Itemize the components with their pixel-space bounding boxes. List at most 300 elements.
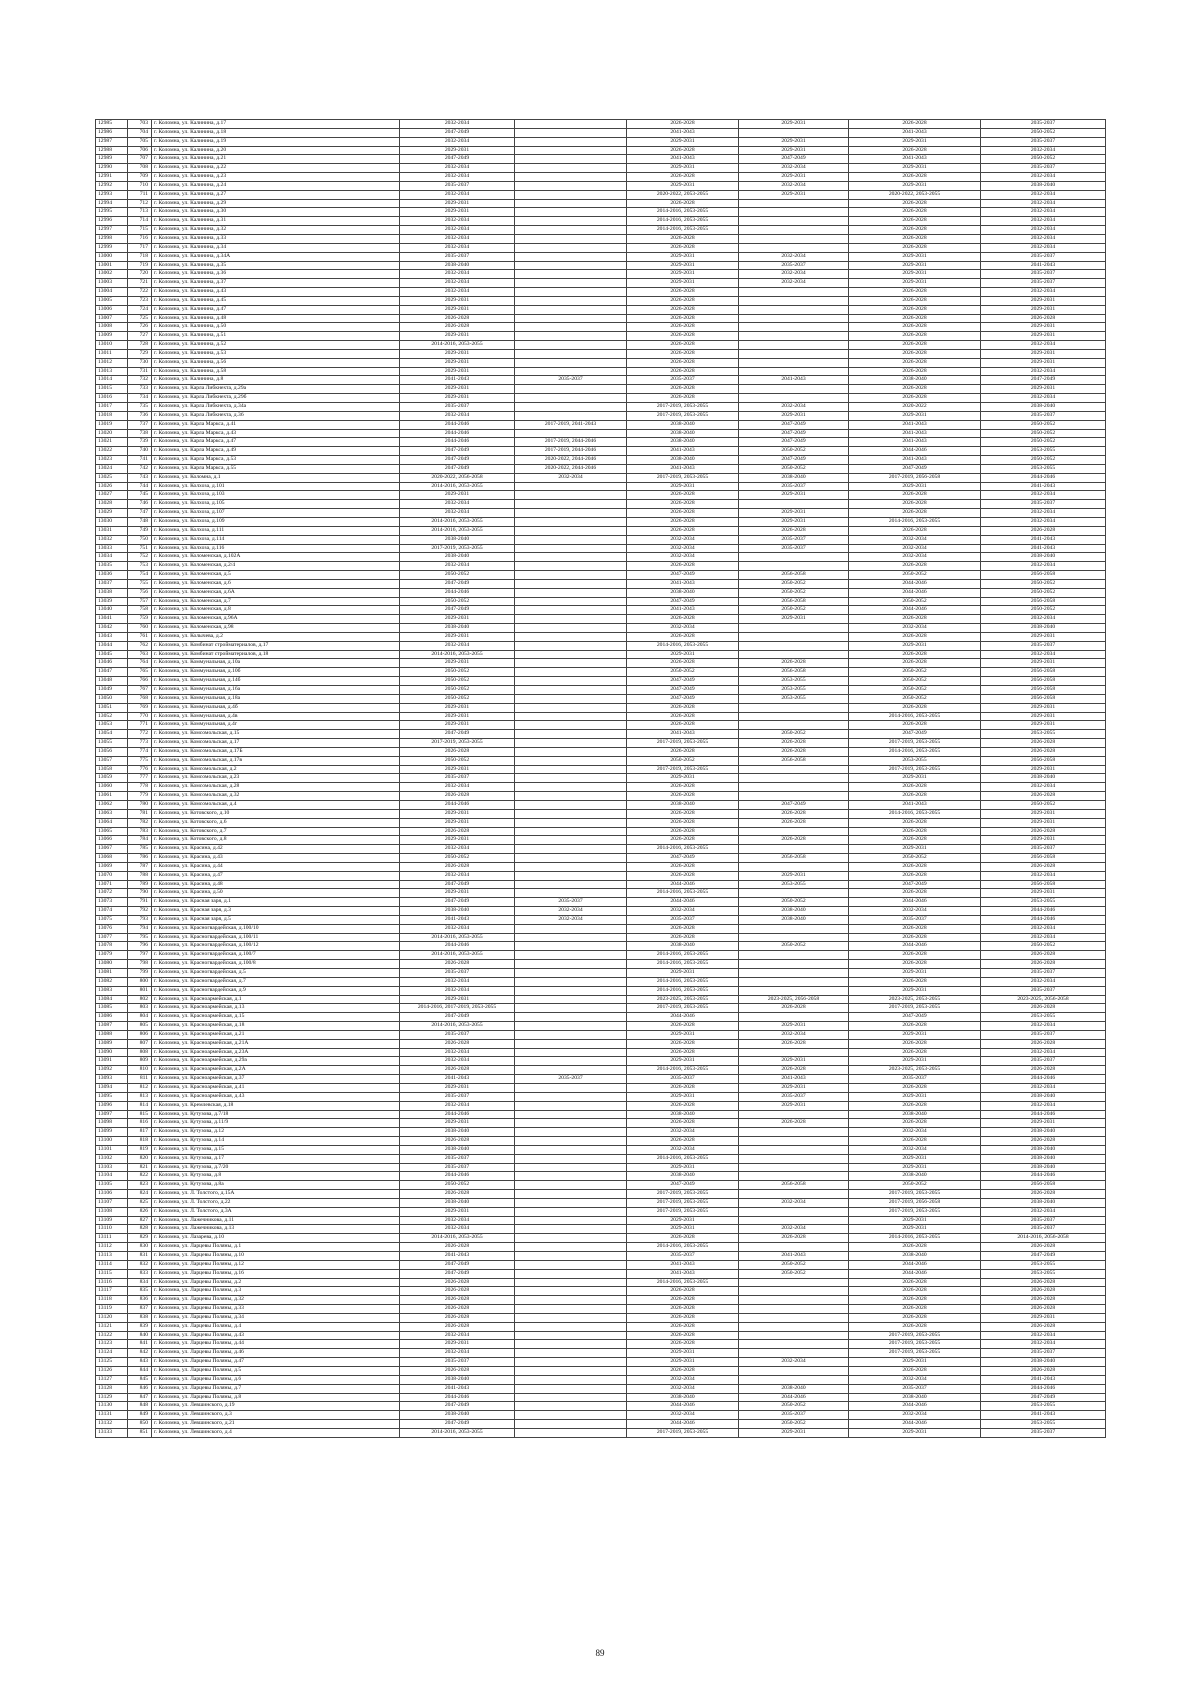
period-2-cell: 2032-2034 bbox=[515, 907, 627, 916]
period-5-cell: 2050-2052 bbox=[849, 597, 981, 606]
period-6-cell: 2032-2034 bbox=[981, 977, 1106, 986]
period-4-cell: 2032-2034 bbox=[739, 181, 849, 190]
period-2-cell bbox=[515, 756, 627, 765]
period-5-cell: 2017-2019, 2056-2058 bbox=[849, 1198, 981, 1207]
address-cell: г. Коломна, ул. Кремлевская, д.18 bbox=[152, 1101, 400, 1110]
row-number-cell: 735 bbox=[128, 403, 152, 412]
period-4-cell bbox=[739, 1048, 849, 1057]
address-cell: г. Коломна, ул. Красноармейская, д.15 bbox=[152, 1013, 400, 1022]
table-row bbox=[96, 792, 1106, 801]
period-2-cell bbox=[515, 1296, 627, 1305]
period-2-cell: 2032-2034 bbox=[515, 915, 627, 924]
period-5-cell: 2035-2037 bbox=[849, 1384, 981, 1393]
period-6-cell: 2044-2046 bbox=[981, 1172, 1106, 1181]
table-row bbox=[96, 1313, 1106, 1322]
period-1-cell: 2032-2034 bbox=[400, 411, 515, 420]
period-6-cell: 2035-2037 bbox=[981, 1428, 1106, 1437]
period-6-cell: 2029-2031 bbox=[981, 889, 1106, 898]
row-id-cell: 13028 bbox=[96, 500, 128, 509]
address-cell: г. Коломна, ул. Карла Либкнехта, д.34а bbox=[152, 403, 400, 412]
row-id-cell: 13093 bbox=[96, 1075, 128, 1084]
period-2-cell bbox=[515, 1322, 627, 1331]
period-6-cell: 2050-2052 bbox=[981, 128, 1106, 137]
period-3-cell: 2029-2031 bbox=[627, 482, 739, 491]
period-3-cell: 2026-2028 bbox=[627, 1322, 739, 1331]
address-cell: г. Коломна, ул. Калинина, д.47 bbox=[152, 305, 400, 314]
period-4-cell: 2056-2058 bbox=[739, 571, 849, 580]
period-1-cell: 2035-2037 bbox=[400, 1092, 515, 1101]
period-5-cell: 2026-2028 bbox=[849, 924, 981, 933]
row-id-cell: 13076 bbox=[96, 924, 128, 933]
period-3-cell: 2017-2019, 2053-2055 bbox=[627, 739, 739, 748]
period-3-cell: 2035-2037 bbox=[627, 376, 739, 385]
period-5-cell: 2029-2031 bbox=[849, 252, 981, 261]
table-row bbox=[96, 296, 1106, 305]
address-cell: г. Коломна, ул. Комсомольская, д.2 bbox=[152, 765, 400, 774]
page-number: 89 bbox=[595, 1648, 605, 1658]
row-id-cell: 13023 bbox=[96, 456, 128, 465]
period-1-cell: 2035-2037 bbox=[400, 1030, 515, 1039]
period-6-cell: 2029-2031 bbox=[981, 809, 1106, 818]
table-row bbox=[96, 500, 1106, 509]
period-3-cell: 2038-2040 bbox=[627, 942, 739, 951]
period-1-cell: 2029-2031 bbox=[400, 367, 515, 376]
period-5-cell: 2026-2028 bbox=[849, 305, 981, 314]
row-number-cell: 767 bbox=[128, 686, 152, 695]
address-cell: г. Коломна, ул. Л. Толстого, д.15А bbox=[152, 1190, 400, 1199]
period-6-cell: 2029-2031 bbox=[981, 632, 1106, 641]
row-number-cell: 742 bbox=[128, 464, 152, 473]
period-2-cell bbox=[515, 217, 627, 226]
period-4-cell: 2032-2034 bbox=[739, 1030, 849, 1039]
row-id-cell: 12985 bbox=[96, 120, 128, 129]
period-3-cell: 2026-2028 bbox=[627, 632, 739, 641]
period-6-cell: 2029-2031 bbox=[981, 712, 1106, 721]
row-number-cell: 717 bbox=[128, 243, 152, 252]
period-2-cell bbox=[515, 1269, 627, 1278]
period-5-cell: 2032-2034 bbox=[849, 624, 981, 633]
period-6-cell: 2038-2040 bbox=[981, 1154, 1106, 1163]
period-3-cell: 2041-2043 bbox=[627, 447, 739, 456]
row-number-cell: 823 bbox=[128, 1181, 152, 1190]
period-5-cell: 2029-2031 bbox=[849, 482, 981, 491]
row-id-cell: 13007 bbox=[96, 314, 128, 323]
table-row bbox=[96, 1358, 1106, 1367]
period-2-cell bbox=[515, 1375, 627, 1384]
period-2-cell bbox=[515, 977, 627, 986]
period-2-cell bbox=[515, 641, 627, 650]
period-1-cell: 2026-2028 bbox=[400, 1322, 515, 1331]
address-cell: г. Коломна, ул. Комсомольская, д.23 bbox=[152, 774, 400, 783]
period-3-cell: 2026-2028 bbox=[627, 323, 739, 332]
period-6-cell: 2032-2034 bbox=[981, 173, 1106, 182]
table-row bbox=[96, 1375, 1106, 1384]
row-number-cell: 833 bbox=[128, 1269, 152, 1278]
period-6-cell: 2032-2034 bbox=[981, 562, 1106, 571]
period-1-cell: 2044-2046 bbox=[400, 429, 515, 438]
period-5-cell: 2047-2049 bbox=[849, 1013, 981, 1022]
period-2-cell bbox=[515, 1190, 627, 1199]
period-3-cell: 2026-2028 bbox=[627, 703, 739, 712]
period-2-cell bbox=[515, 1349, 627, 1358]
period-6-cell: 2035-2037 bbox=[981, 120, 1106, 129]
address-cell: г. Коломна, ул. Комбинат стройматериалов, д.18 bbox=[152, 650, 400, 659]
period-6-cell: 2035-2037 bbox=[981, 137, 1106, 146]
period-4-cell: 2026-2028 bbox=[739, 809, 849, 818]
period-5-cell: 2026-2028 bbox=[849, 526, 981, 535]
row-number-cell: 779 bbox=[128, 792, 152, 801]
period-4-cell: 2056-2058 bbox=[739, 597, 849, 606]
period-3-cell: 2038-2040 bbox=[627, 800, 739, 809]
period-1-cell: 2026-2028 bbox=[400, 1278, 515, 1287]
address-cell: г. Коломна, ул. Л. Толстого, д.3А bbox=[152, 1207, 400, 1216]
table-row bbox=[96, 544, 1106, 553]
address-cell: г. Коломна, ул. Карла Маркса, д.55 bbox=[152, 464, 400, 473]
period-2-cell bbox=[515, 1057, 627, 1066]
address-cell: г. Коломна, ул. Колхоза, д.105 bbox=[152, 500, 400, 509]
period-5-cell: 2026-2028 bbox=[849, 827, 981, 836]
table-row bbox=[96, 845, 1106, 854]
period-2-cell bbox=[515, 1243, 627, 1252]
period-4-cell bbox=[739, 845, 849, 854]
period-4-cell bbox=[739, 783, 849, 792]
address-cell: г. Коломна, ул. Котовского, д.7 bbox=[152, 827, 400, 836]
period-5-cell: 2026-2028 bbox=[849, 173, 981, 182]
period-3-cell: 2032-2034 bbox=[627, 1128, 739, 1137]
table-row bbox=[96, 712, 1106, 721]
row-number-cell: 839 bbox=[128, 1322, 152, 1331]
period-5-cell: 2023-2025, 2053-2055 bbox=[849, 995, 981, 1004]
address-cell: г. Коломна, ул. Колхоза, д.114 bbox=[152, 535, 400, 544]
period-1-cell: 2026-2028 bbox=[400, 862, 515, 871]
row-id-cell: 12996 bbox=[96, 217, 128, 226]
row-number-cell: 738 bbox=[128, 429, 152, 438]
period-6-cell: 2026-2028 bbox=[981, 1305, 1106, 1314]
period-3-cell: 2014-2016, 2053-2055 bbox=[627, 986, 739, 995]
row-number-cell: 792 bbox=[128, 907, 152, 916]
address-cell: г. Коломна, ул. Левшинского, д.3 bbox=[152, 1411, 400, 1420]
period-4-cell bbox=[739, 765, 849, 774]
row-id-cell: 13020 bbox=[96, 429, 128, 438]
period-5-cell: 2026-2028 bbox=[849, 632, 981, 641]
period-6-cell: 2026-2028 bbox=[981, 314, 1106, 323]
address-cell: г. Коломна, ул. Калинина, д.43 bbox=[152, 288, 400, 297]
address-cell: г. Коломна, ул. Ларцевы Поляны, д.2 bbox=[152, 1278, 400, 1287]
period-6-cell: 2038-2040 bbox=[981, 1358, 1106, 1367]
period-3-cell: 2026-2028 bbox=[627, 517, 739, 526]
address-cell: г. Коломна, ул. Калинина, д.20 bbox=[152, 146, 400, 155]
period-3-cell: 2041-2043 bbox=[627, 155, 739, 164]
table-row bbox=[96, 314, 1106, 323]
table-row bbox=[96, 376, 1106, 385]
row-number-cell: 802 bbox=[128, 995, 152, 1004]
period-1-cell: 2032-2034 bbox=[400, 924, 515, 933]
period-1-cell: 2050-2052 bbox=[400, 571, 515, 580]
row-id-cell: 13029 bbox=[96, 509, 128, 518]
table-row bbox=[96, 1243, 1106, 1252]
period-4-cell: 2056-2058 bbox=[739, 1181, 849, 1190]
period-5-cell: 2041-2043 bbox=[849, 420, 981, 429]
period-5-cell: 2026-2028 bbox=[849, 120, 981, 129]
address-cell: г. Коломна, ул. Комсомольская, д.15 bbox=[152, 730, 400, 739]
row-id-cell: 13002 bbox=[96, 270, 128, 279]
period-6-cell: 2026-2028 bbox=[981, 1243, 1106, 1252]
table-row bbox=[96, 1163, 1106, 1172]
period-2-cell bbox=[515, 1181, 627, 1190]
table-row bbox=[96, 482, 1106, 491]
period-2-cell bbox=[515, 1172, 627, 1181]
period-2-cell bbox=[515, 1278, 627, 1287]
period-1-cell: 2044-2046 bbox=[400, 588, 515, 597]
table-row bbox=[96, 1252, 1106, 1261]
period-6-cell: 2032-2034 bbox=[981, 341, 1106, 350]
address-cell: г. Коломна, ул. Кутузова, д.7/20 bbox=[152, 1163, 400, 1172]
address-cell: г. Коломна, ул. Калинина, д.31 bbox=[152, 217, 400, 226]
period-4-cell bbox=[739, 1110, 849, 1119]
row-id-cell: 13060 bbox=[96, 783, 128, 792]
row-number-cell: 747 bbox=[128, 509, 152, 518]
period-3-cell: 2026-2028 bbox=[627, 385, 739, 394]
period-3-cell: 2029-2031 bbox=[627, 1225, 739, 1234]
period-4-cell bbox=[739, 199, 849, 208]
period-1-cell: 2029-2031 bbox=[400, 615, 515, 624]
period-5-cell: 2020-2022, 2053-2055 bbox=[849, 190, 981, 199]
row-number-cell: 761 bbox=[128, 632, 152, 641]
period-3-cell: 2029-2031 bbox=[627, 137, 739, 146]
period-5-cell: 2029-2031 bbox=[849, 164, 981, 173]
address-cell: г. Коломна, ул. Ларцевы Поляны, д.3 bbox=[152, 1287, 400, 1296]
period-4-cell: 2038-2040 bbox=[739, 907, 849, 916]
row-id-cell: 13016 bbox=[96, 394, 128, 403]
period-1-cell: 2026-2028 bbox=[400, 792, 515, 801]
period-2-cell bbox=[515, 1004, 627, 1013]
row-id-cell: 13005 bbox=[96, 296, 128, 305]
table-row bbox=[96, 394, 1106, 403]
row-id-cell: 12990 bbox=[96, 164, 128, 173]
period-4-cell bbox=[739, 1172, 849, 1181]
table-row bbox=[96, 756, 1106, 765]
period-1-cell: 2032-2034 bbox=[400, 217, 515, 226]
period-1-cell: 2038-2040 bbox=[400, 1411, 515, 1420]
table-row bbox=[96, 261, 1106, 270]
period-2-cell bbox=[515, 1101, 627, 1110]
row-id-cell: 13072 bbox=[96, 889, 128, 898]
period-6-cell: 2038-2040 bbox=[981, 624, 1106, 633]
row-number-cell: 721 bbox=[128, 279, 152, 288]
address-cell: г. Коломна, ул. Красная заря, д.1 bbox=[152, 898, 400, 907]
address-cell: г. Коломна, ул. Калинина, д.19 bbox=[152, 137, 400, 146]
period-5-cell: 2026-2028 bbox=[849, 977, 981, 986]
period-6-cell: 2044-2046 bbox=[981, 1384, 1106, 1393]
period-2-cell bbox=[515, 173, 627, 182]
row-id-cell: 13129 bbox=[96, 1393, 128, 1402]
period-3-cell: 2026-2028 bbox=[627, 1083, 739, 1092]
period-4-cell bbox=[739, 296, 849, 305]
period-6-cell: 2035-2037 bbox=[981, 164, 1106, 173]
period-4-cell: 2056-2058 bbox=[739, 854, 849, 863]
period-3-cell: 2029-2031 bbox=[627, 774, 739, 783]
row-id-cell: 13081 bbox=[96, 969, 128, 978]
period-1-cell: 2014-2016, 2053-2055 bbox=[400, 650, 515, 659]
period-6-cell: 2050-2052 bbox=[981, 155, 1106, 164]
period-4-cell bbox=[739, 986, 849, 995]
period-6-cell: 2035-2037 bbox=[981, 270, 1106, 279]
period-3-cell: 2023-2025, 2053-2055 bbox=[627, 995, 739, 1004]
table-row bbox=[96, 1190, 1106, 1199]
row-number-cell: 756 bbox=[128, 588, 152, 597]
period-6-cell: 2056-2058 bbox=[981, 668, 1106, 677]
table-row bbox=[96, 234, 1106, 243]
address-cell: г. Коломна, ул. Ларцевы Поляны, д.47 bbox=[152, 1358, 400, 1367]
period-2-cell bbox=[515, 482, 627, 491]
period-2-cell: 2017-2019, 2041-2043 bbox=[515, 420, 627, 429]
row-id-cell: 13086 bbox=[96, 1013, 128, 1022]
period-2-cell bbox=[515, 1119, 627, 1128]
period-4-cell: 2023-2025, 2056-2058 bbox=[739, 995, 849, 1004]
table-row bbox=[96, 818, 1106, 827]
address-cell: г. Коломна, ул. Коломенская, д.96А bbox=[152, 615, 400, 624]
period-6-cell: 2035-2037 bbox=[981, 1057, 1106, 1066]
table-row bbox=[96, 535, 1106, 544]
period-2-cell: 2035-2037 bbox=[515, 1075, 627, 1084]
period-2-cell bbox=[515, 995, 627, 1004]
row-id-cell: 13052 bbox=[96, 712, 128, 721]
row-number-cell: 848 bbox=[128, 1402, 152, 1411]
period-2-cell bbox=[515, 323, 627, 332]
table-row bbox=[96, 1366, 1106, 1375]
period-5-cell: 2032-2034 bbox=[849, 535, 981, 544]
period-4-cell: 2035-2037 bbox=[739, 482, 849, 491]
row-number-cell: 794 bbox=[128, 924, 152, 933]
period-4-cell: 2050-2052 bbox=[739, 1269, 849, 1278]
period-6-cell: 2032-2034 bbox=[981, 924, 1106, 933]
period-2-cell bbox=[515, 1013, 627, 1022]
period-4-cell bbox=[739, 367, 849, 376]
row-id-cell: 13089 bbox=[96, 1039, 128, 1048]
period-2-cell bbox=[515, 279, 627, 288]
table-row bbox=[96, 1269, 1106, 1278]
address-cell: г. Коломна, ул. Коломенская, д.6 bbox=[152, 579, 400, 588]
period-4-cell: 2041-2043 bbox=[739, 1252, 849, 1261]
period-1-cell: 2041-2043 bbox=[400, 1075, 515, 1084]
row-number-cell: 820 bbox=[128, 1154, 152, 1163]
period-1-cell: 2035-2037 bbox=[400, 1163, 515, 1172]
address-cell: г. Коломна, ул. Красногвардейская, д.100/8 bbox=[152, 960, 400, 969]
table-row bbox=[96, 1057, 1106, 1066]
address-cell: г. Коломна, ул. Комсомольская, д.17Б bbox=[152, 747, 400, 756]
address-cell: г. Коломна, ул. Калинина, д.8 bbox=[152, 376, 400, 385]
period-1-cell: 2035-2037 bbox=[400, 252, 515, 261]
period-5-cell: 2026-2028 bbox=[849, 1083, 981, 1092]
period-4-cell bbox=[739, 349, 849, 358]
period-4-cell bbox=[739, 385, 849, 394]
row-number-cell: 722 bbox=[128, 288, 152, 297]
period-6-cell: 2053-2055 bbox=[981, 1260, 1106, 1269]
period-4-cell: 2050-2052 bbox=[739, 447, 849, 456]
period-5-cell: 2029-2031 bbox=[849, 969, 981, 978]
address-cell: г. Коломна, ул. Карла Маркса, д.43 bbox=[152, 429, 400, 438]
period-3-cell: 2026-2028 bbox=[627, 871, 739, 880]
period-4-cell bbox=[739, 862, 849, 871]
row-id-cell: 13030 bbox=[96, 517, 128, 526]
row-number-cell: 729 bbox=[128, 349, 152, 358]
period-6-cell: 2032-2034 bbox=[981, 509, 1106, 518]
row-id-cell: 13119 bbox=[96, 1305, 128, 1314]
row-number-cell: 850 bbox=[128, 1420, 152, 1429]
period-2-cell bbox=[515, 394, 627, 403]
period-5-cell: 2026-2028 bbox=[849, 960, 981, 969]
period-3-cell: 2026-2028 bbox=[627, 836, 739, 845]
address-cell: г. Коломна, ул. Ларцевы Поляны, д.10 bbox=[152, 1252, 400, 1261]
period-3-cell: 2038-2040 bbox=[627, 1393, 739, 1402]
table-row bbox=[96, 438, 1106, 447]
period-2-cell bbox=[515, 597, 627, 606]
row-number-cell: 813 bbox=[128, 1092, 152, 1101]
period-4-cell bbox=[739, 721, 849, 730]
row-id-cell: 13118 bbox=[96, 1296, 128, 1305]
row-number-cell: 787 bbox=[128, 862, 152, 871]
period-5-cell: 2026-2028 bbox=[849, 1101, 981, 1110]
period-1-cell: 2026-2028 bbox=[400, 1366, 515, 1375]
period-2-cell bbox=[515, 606, 627, 615]
address-cell: г. Коломна, ул. Левшинского, д.4 bbox=[152, 1428, 400, 1437]
period-4-cell: 2029-2031 bbox=[739, 1083, 849, 1092]
period-6-cell: 2056-2058 bbox=[981, 677, 1106, 686]
period-4-cell bbox=[739, 1349, 849, 1358]
period-6-cell: 2038-2040 bbox=[981, 553, 1106, 562]
period-4-cell bbox=[739, 305, 849, 314]
period-6-cell: 2026-2028 bbox=[981, 739, 1106, 748]
period-4-cell: 2029-2031 bbox=[739, 120, 849, 129]
period-3-cell: 2014-2016, 2053-2055 bbox=[627, 960, 739, 969]
period-5-cell: 2017-2019, 2053-2055 bbox=[849, 739, 981, 748]
address-cell: г. Коломна, ул. Коломенская, д.8 bbox=[152, 606, 400, 615]
period-6-cell: 2032-2034 bbox=[981, 1207, 1106, 1216]
table-row bbox=[96, 473, 1106, 482]
address-cell: г. Коломна, ул. Лазарева, д.10 bbox=[152, 1234, 400, 1243]
period-4-cell: 2044-2046 bbox=[739, 1393, 849, 1402]
period-6-cell: 2032-2034 bbox=[981, 367, 1106, 376]
table-row bbox=[96, 624, 1106, 633]
period-6-cell: 2053-2055 bbox=[981, 898, 1106, 907]
period-3-cell: 2041-2043 bbox=[627, 606, 739, 615]
row-number-cell: 711 bbox=[128, 190, 152, 199]
period-5-cell: 2026-2028 bbox=[849, 836, 981, 845]
row-id-cell: 13035 bbox=[96, 562, 128, 571]
period-3-cell: 2029-2031 bbox=[627, 1358, 739, 1367]
period-4-cell: 2035-2037 bbox=[739, 1092, 849, 1101]
row-id-cell: 13041 bbox=[96, 615, 128, 624]
period-4-cell: 2029-2031 bbox=[739, 517, 849, 526]
period-1-cell: 2014-2016, 2053-2055 bbox=[400, 1234, 515, 1243]
period-1-cell: 2038-2040 bbox=[400, 1145, 515, 1154]
period-1-cell: 2032-2034 bbox=[400, 173, 515, 182]
table-row bbox=[96, 1154, 1106, 1163]
period-5-cell: 2029-2031 bbox=[849, 137, 981, 146]
period-5-cell: 2041-2043 bbox=[849, 800, 981, 809]
table-row bbox=[96, 871, 1106, 880]
period-6-cell: 2050-2052 bbox=[981, 429, 1106, 438]
period-2-cell bbox=[515, 1145, 627, 1154]
period-6-cell: 2038-2040 bbox=[981, 1092, 1106, 1101]
period-3-cell: 2026-2028 bbox=[627, 146, 739, 155]
period-6-cell: 2044-2046 bbox=[981, 915, 1106, 924]
period-3-cell: 2032-2034 bbox=[627, 907, 739, 916]
period-1-cell: 2032-2034 bbox=[400, 243, 515, 252]
table-row bbox=[96, 270, 1106, 279]
period-3-cell: 2017-2019, 2053-2055 bbox=[627, 1190, 739, 1199]
table-row bbox=[96, 146, 1106, 155]
